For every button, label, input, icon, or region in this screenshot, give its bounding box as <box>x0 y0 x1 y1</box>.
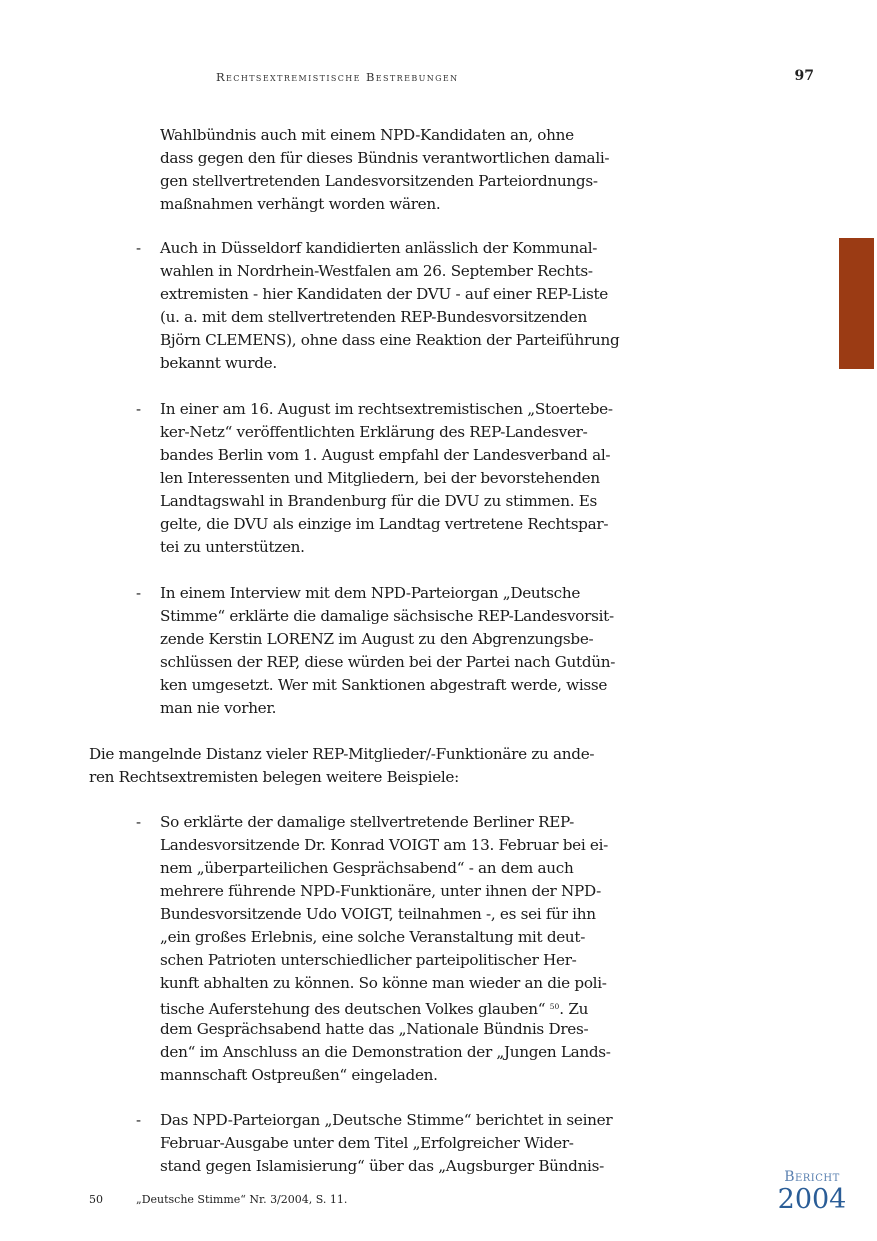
text-line: „ein großes Erlebnis, eine solche Veranstaltung mit deut- <box>160 928 586 946</box>
text-line: nem „überparteilichen Gesprächsabend“ - an dem auch <box>160 859 574 877</box>
text-line: Bundesvorsitzende Udo VOIGT, teilnahmen -, es sei für ihn <box>160 905 596 923</box>
text-line: mehrere führende NPD-Funktionäre, unter ihnen der NPD- <box>160 882 601 900</box>
bullet-dash: - <box>136 239 142 257</box>
text-line: extremisten - hier Kandidaten der DVU - auf einer REP-Liste <box>160 285 608 303</box>
bullet-dash: - <box>136 813 142 831</box>
text-line: Das NPD-Parteiorgan „Deutsche Stimme“ berichtet in seiner <box>160 1111 613 1129</box>
text-segment: . Zu <box>559 1000 589 1018</box>
bullet-dash: - <box>136 400 142 418</box>
text-line: Die mangelnde Distanz vieler REP-Mitglieder/-Funktionäre zu ande- <box>89 745 595 763</box>
running-title: Rechtsextremistische Bestrebungen <box>216 70 459 84</box>
text-line: Landesvorsitzende Dr. Konrad VOIGT am 13. Februar bei ei- <box>160 836 609 854</box>
text-line: In einer am 16. August im rechtsextremistischen „Stoertebe- <box>160 400 613 418</box>
text-line: In einem Interview mit dem NPD-Parteiorgan „Deutsche <box>160 584 581 602</box>
text-line: bekannt wurde. <box>160 354 277 372</box>
text-line: man nie vorher. <box>160 699 277 717</box>
text-line-with-footnote <box>160 995 588 1018</box>
text-line: kunft abhalten zu können. So könne man wieder an die poli- <box>160 974 607 992</box>
text-line: zende Kerstin LORENZ im August zu den Abgrenzungsbe- <box>160 630 594 648</box>
text-line: stand gegen Islamisierung“ über das „Augsburger Bündnis- <box>160 1157 604 1175</box>
text-line: wahlen in Nordrhein-Westfalen am 26. September Rechts- <box>160 262 593 280</box>
text-line: tei zu unterstützen. <box>160 538 305 556</box>
bullet-dash: - <box>136 584 142 602</box>
text-line: len Interessenten und Mitgliedern, bei der bevorstehenden <box>160 469 600 487</box>
brand-word: Bericht <box>784 1169 840 1185</box>
text-line: schen Patrioten unterschiedlicher parteipolitischer Her- <box>160 951 577 969</box>
text-line: den“ im Anschluss an die Demonstration der „Jungen Lands- <box>160 1043 611 1061</box>
text-line: ken umgesetzt. Wer mit Sanktionen abgestraft werde, wisse <box>160 676 608 694</box>
bericht-logo <box>772 1168 852 1214</box>
text-segment: tische Auferstehung des deutschen Volkes glauben“ <box>160 1000 550 1018</box>
text-line: mannschaft Ostpreußen“ eingeladen. <box>160 1066 438 1084</box>
bullet-dash: - <box>136 1111 142 1129</box>
text-line: gelte, die DVU als einzige im Landtag vertretene Rechtspar- <box>160 515 609 533</box>
text-line: dass gegen den für dieses Bündnis verantwortlichen damali- <box>160 149 610 167</box>
text-line: Auch in Düsseldorf kandidierten anlässlich der Kommunal- <box>160 239 598 257</box>
footnote-number: 50 <box>89 1193 103 1206</box>
text-line: (u. a. mit dem stellvertretenden REP-Bundesvorsitzenden <box>160 308 587 326</box>
text-line: ker-Netz“ veröffentlichten Erklärung des REP-Landesver- <box>160 423 588 441</box>
text-line: ren Rechtsextremisten belegen weitere Beispiele: <box>89 768 459 786</box>
text-line: Landtagswahl in Brandenburg für die DVU zu stimmen. Es <box>160 492 598 510</box>
text-line: maßnahmen verhängt worden wären. <box>160 195 441 213</box>
text-line: Stimme“ erklärte die damalige sächsische REP-Landesvorsit- <box>160 607 614 625</box>
text-line: Februar-Ausgabe unter dem Titel „Erfolgreicher Wider- <box>160 1134 574 1152</box>
text-line: Wahlbündnis auch mit einem NPD-Kandidaten an, ohne <box>160 126 574 144</box>
running-head <box>0 68 877 90</box>
text-line: schlüssen der REP, diese würden bei der Partei nach Gutdün- <box>160 653 616 671</box>
chapter-tab-marker <box>839 238 874 369</box>
text-line: Björn CLEMENS), ohne dass eine Reaktion der Parteiführung <box>160 331 620 349</box>
page-number: 97 <box>794 68 814 84</box>
footnote-reference: 50 <box>549 1002 560 1011</box>
text-line: gen stellvertretenden Landesvorsitzenden Parteiordnungs- <box>160 172 598 190</box>
text-line: bandes Berlin vom 1. August empfahl der Landesverband al- <box>160 446 611 464</box>
footnote-text: „Deutsche Stimme“ Nr. 3/2004, S. 11. <box>136 1193 348 1206</box>
brand-year: 2004 <box>777 1184 847 1215</box>
text-line: dem Gesprächsabend hatte das „Nationale Bündnis Dres- <box>160 1020 589 1038</box>
text-line: So erklärte der damalige stellvertretende Berliner REP- <box>160 813 574 831</box>
